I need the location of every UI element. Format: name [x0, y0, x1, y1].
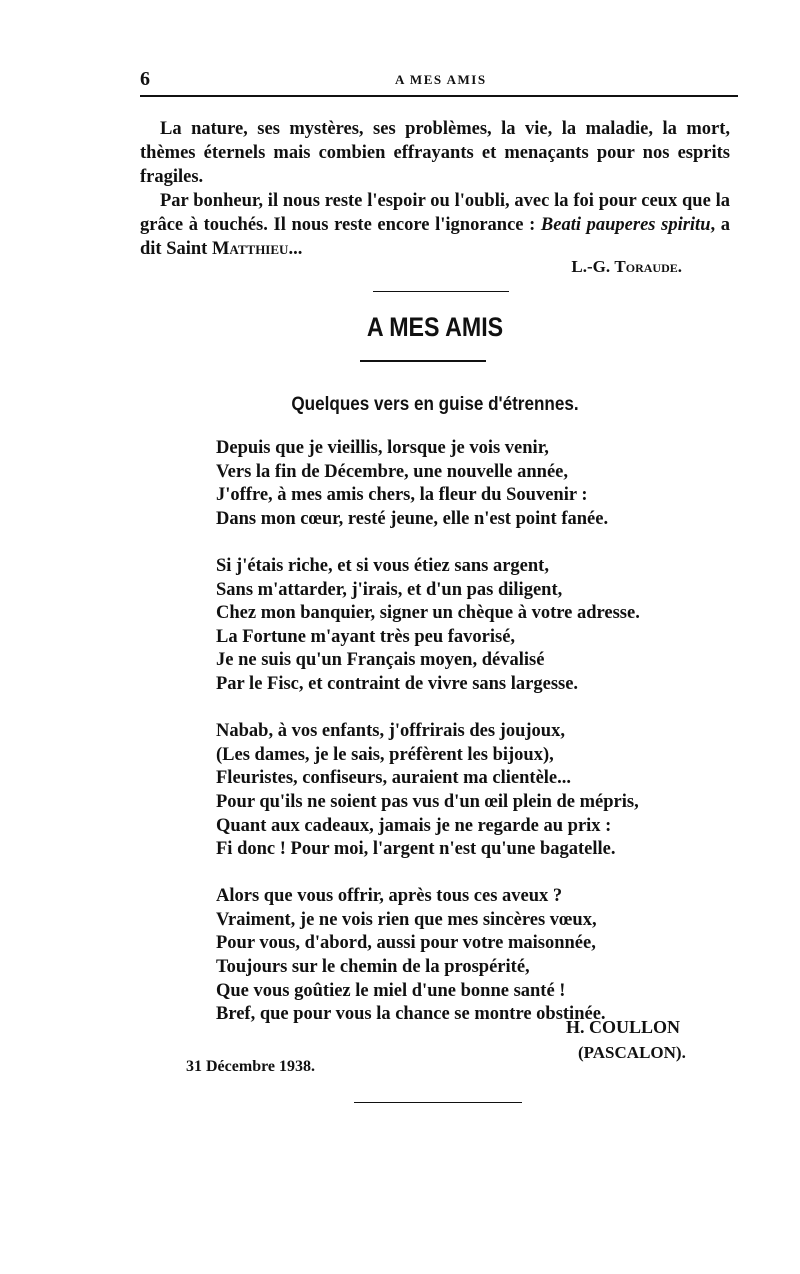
running-title: A MES AMIS [395, 72, 487, 87]
saint-name: Matthieu [211, 239, 289, 259]
verse-line: Que vous goûtiez le miel d'une bonne santé ! [216, 980, 566, 1001]
verse-line: Je ne suis qu'un Français moyen, dévalisé [216, 650, 545, 671]
verse-line: Sans m'attarder, j'irais, et d'un pas diligent, [216, 579, 563, 600]
footer-rule [354, 1102, 522, 1103]
verse-line: Dans mon cœur, resté jeune, elle n'est point fanée. [216, 508, 609, 529]
stanza-2 [216, 555, 640, 697]
poem-author: H. COULLON [566, 1017, 681, 1037]
poem-pseudonym: (PASCALON). [578, 1043, 686, 1062]
verse-line: Par le Fisc, et contraint de vivre sans largesse. [216, 673, 579, 694]
stanza-1 [216, 437, 640, 531]
signature-initials: L.-G. [571, 257, 615, 276]
verse-line: La Fortune m'ayant très peu favorisé, [216, 626, 516, 647]
stanza-4 [216, 885, 640, 1027]
prose-paragraph-1: La nature, ses mystères, ses problèmes, la vie, la maladie, la mort, thèmes éternels mais combien effrayants et menaçants pour nos esprits fragiles. [140, 119, 730, 187]
verse-line: J'offre, à mes amis chers, la fleur du Souvenir : [216, 485, 588, 506]
stanza-3 [216, 720, 640, 862]
verse-line: Pour qu'ils ne soient pas vus d'un œil plein de mépris, [216, 791, 639, 812]
title-rule [360, 360, 486, 362]
verse-line: Si j'étais riche, et si vous étiez sans argent, [216, 555, 549, 576]
verse-line: Fi donc ! Pour moi, l'argent n'est qu'une bagatelle. [216, 839, 616, 860]
signature-name: Toraude [614, 257, 678, 276]
header-rule [140, 95, 738, 97]
poem-body [216, 437, 640, 1050]
verse-line: Toujours sur le chemin de la prospérité, [216, 957, 530, 978]
verse-line: Alors que vous offrir, après tous ces aveux ? [216, 886, 563, 907]
poem-date: 31 Décembre 1938. [186, 1058, 315, 1075]
section-divider [373, 291, 509, 292]
verse-line: Vraiment, je ne vois rien que mes sincères vœux, [216, 909, 597, 930]
verse-line: (Les dames, je le sais, préfèrent les bijoux), [216, 744, 554, 765]
verse-line: Bref, que pour vous la chance se montre obstinée. [216, 1004, 606, 1025]
page-number: 6 [140, 68, 150, 90]
prose-text: , a dit Saint [140, 215, 730, 259]
latin-quote: Beati pauperes spiritu [540, 215, 711, 235]
poem-title: A MES AMIS [366, 312, 504, 342]
verse-line: Fleuristes, confiseurs, auraient ma clientèle... [216, 768, 572, 789]
verse-line: Pour vous, d'abord, aussi pour votre maisonnée, [216, 933, 596, 954]
poem-subtitle: Quelques vers en guise d'étrennes. [291, 394, 579, 415]
prose-signature [571, 257, 682, 277]
verse-line: Vers la fin de Décembre, une nouvelle année, [216, 461, 568, 482]
signature-end: . [677, 257, 682, 276]
prose-block [140, 117, 730, 261]
verse-line: Nabab, à vos enfants, j'offrirais des joujoux, [216, 721, 565, 742]
prose-text: ... [288, 239, 303, 259]
verse-line: Quant aux cadeaux, jamais je ne regarde au prix : [216, 815, 612, 836]
verse-line: Chez mon banquier, signer un chèque à votre adresse. [216, 603, 640, 624]
prose-text: Par bonheur, il nous reste l'espoir ou l'oubli, avec la foi pour ceux que la grâce à touchés. Il nous reste encore l'ignorance : [140, 191, 730, 235]
prose-paragraph-2 [140, 189, 730, 261]
verse-line: Depuis que je vieillis, lorsque je vois venir, [216, 438, 549, 458]
